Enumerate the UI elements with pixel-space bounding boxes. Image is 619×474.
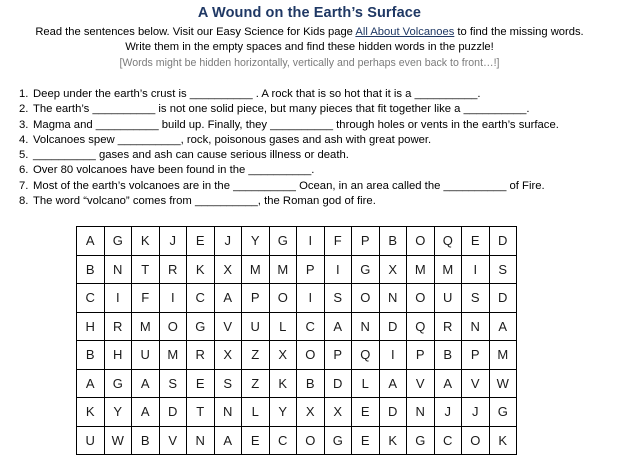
wordsearch-cell[interactable]: K <box>489 426 517 455</box>
wordsearch-cell[interactable]: K <box>269 369 297 398</box>
question-number: 2. <box>19 103 29 116</box>
wordsearch-cell[interactable]: N <box>462 312 490 341</box>
question-row <box>19 87 619 102</box>
wordsearch-cell[interactable]: D <box>379 312 407 341</box>
wordsearch-cell[interactable]: P <box>352 227 380 256</box>
wordsearch-cell[interactable]: F <box>132 284 160 313</box>
wordsearch-cell[interactable]: G <box>324 426 352 455</box>
wordsearch-cell[interactable]: N <box>379 284 407 313</box>
worksheet-header <box>0 0 619 71</box>
wordsearch-cell[interactable]: Y <box>242 227 270 256</box>
wordsearch-cell[interactable]: U <box>434 284 462 313</box>
question-text: The word “volcano” comes from __________, the Roman god of fire. <box>33 195 376 208</box>
wordsearch-cell[interactable]: A <box>77 369 105 398</box>
wordsearch-cell[interactable]: X <box>324 398 352 427</box>
wordsearch-cell[interactable]: R <box>159 255 187 284</box>
wordsearch-cell[interactable]: S <box>159 369 187 398</box>
wordsearch-cell[interactable]: B <box>77 341 105 370</box>
wordsearch-cell[interactable]: Q <box>352 341 380 370</box>
wordsearch-cell[interactable]: E <box>187 227 215 256</box>
question-row <box>19 118 619 133</box>
wordsearch-cell[interactable]: U <box>242 312 270 341</box>
wordsearch-cell[interactable]: P <box>242 284 270 313</box>
wordsearch-cell[interactable]: N <box>407 398 435 427</box>
wordsearch-row <box>77 341 517 370</box>
wordsearch-cell[interactable]: C <box>297 312 325 341</box>
question-row <box>19 102 619 117</box>
wordsearch-cell[interactable]: I <box>159 284 187 313</box>
wordsearch-cell[interactable]: D <box>159 398 187 427</box>
wordsearch-cell[interactable]: N <box>104 255 132 284</box>
wordsearch-cell[interactable]: G <box>407 426 435 455</box>
wordsearch-row <box>77 284 517 313</box>
question-number: 7. <box>19 179 29 192</box>
questions-list <box>0 87 619 209</box>
wordsearch-cell[interactable]: V <box>214 312 242 341</box>
wordsearch-cell[interactable]: J <box>462 398 490 427</box>
wordsearch-cell[interactable]: R <box>434 312 462 341</box>
wordsearch-cell[interactable]: B <box>379 227 407 256</box>
wordsearch-cell[interactable]: I <box>104 284 132 313</box>
wordsearch-cell[interactable]: N <box>187 426 215 455</box>
question-row <box>19 194 619 209</box>
wordsearch-cell[interactable]: Q <box>434 227 462 256</box>
question-number: 8. <box>19 195 29 208</box>
wordsearch-cell[interactable]: M <box>132 312 160 341</box>
wordsearch-cell[interactable]: I <box>379 341 407 370</box>
wordsearch-cell[interactable]: A <box>77 227 105 256</box>
question-text: Magma and __________ build up. Finally, they __________ through holes or vents in the earth’s surface. <box>33 118 559 131</box>
wordsearch-cell[interactable]: S <box>462 284 490 313</box>
wordsearch-cell[interactable]: L <box>242 398 270 427</box>
wordsearch-cell[interactable]: D <box>324 369 352 398</box>
wordsearch-cell[interactable]: X <box>297 398 325 427</box>
wordsearch-cell[interactable]: A <box>434 369 462 398</box>
wordsearch-cell[interactable]: V <box>407 369 435 398</box>
wordsearch-cell[interactable]: H <box>77 312 105 341</box>
wordsearch-cell[interactable]: M <box>269 255 297 284</box>
wordsearch-cell[interactable]: M <box>159 341 187 370</box>
wordsearch-cell[interactable]: D <box>489 227 517 256</box>
wordsearch-cell[interactable]: M <box>407 255 435 284</box>
wordsearch-cell[interactable]: E <box>352 426 380 455</box>
wordsearch-cell[interactable]: B <box>297 369 325 398</box>
wordsearch-cell[interactable]: O <box>159 312 187 341</box>
wordsearch-row <box>77 398 517 427</box>
wordsearch-cell[interactable]: Z <box>242 369 270 398</box>
wordsearch-cell[interactable]: K <box>77 398 105 427</box>
wordsearch-cell[interactable]: P <box>407 341 435 370</box>
wordsearch-cell[interactable]: P <box>297 255 325 284</box>
question-text: Deep under the earth’s crust is __________ . A rock that is so hot that it is a __________. <box>33 88 481 100</box>
wordsearch-cell[interactable]: X <box>379 255 407 284</box>
wordsearch-cell[interactable]: L <box>269 312 297 341</box>
wordsearch-cell[interactable]: B <box>77 255 105 284</box>
wordsearch-cell[interactable]: X <box>269 341 297 370</box>
wordsearch-cell[interactable]: H <box>104 341 132 370</box>
wordsearch-cell[interactable]: O <box>297 341 325 370</box>
wordsearch-cell[interactable]: G <box>269 227 297 256</box>
wordsearch-cell[interactable]: A <box>489 312 517 341</box>
question-row <box>19 179 619 194</box>
wordsearch-cell[interactable]: O <box>462 426 490 455</box>
wordsearch-cell[interactable]: G <box>352 255 380 284</box>
wordsearch-cell[interactable]: I <box>297 227 325 256</box>
question-text: Over 80 volcanoes have been found in the __________. <box>33 164 315 177</box>
wordsearch-cell[interactable]: A <box>214 284 242 313</box>
question-number: 1. <box>19 88 29 100</box>
wordsearch-cell[interactable]: V <box>462 369 490 398</box>
wordsearch-cell[interactable]: R <box>187 341 215 370</box>
wordsearch-cell[interactable]: D <box>379 398 407 427</box>
wordsearch-cell[interactable]: J <box>159 227 187 256</box>
wordsearch-cell[interactable]: T <box>132 255 160 284</box>
wordsearch-cell[interactable]: B <box>434 341 462 370</box>
wordsearch-cell[interactable]: A <box>214 426 242 455</box>
wordsearch-cell[interactable]: U <box>132 341 160 370</box>
wordsearch-cell[interactable]: M <box>434 255 462 284</box>
wordsearch-cell[interactable]: M <box>242 255 270 284</box>
question-number: 4. <box>19 133 29 146</box>
page-title: A Wound on the Earth’s Surface <box>197 5 422 21</box>
wordsearch-cell[interactable]: E <box>462 227 490 256</box>
wordsearch-cell[interactable]: A <box>132 369 160 398</box>
instructions-line-2: Write them in the empty spaces and find these hidden words in the puzzle! <box>125 41 494 53</box>
question-number: 5. <box>19 149 29 162</box>
wordsearch-body <box>77 227 517 455</box>
instructions-text-before-link: Read the sentences below. Visit our Easy Science for Kids page <box>35 26 356 38</box>
wordsearch-cell[interactable]: W <box>489 369 517 398</box>
wordsearch-row <box>77 312 517 341</box>
wordsearch-cell[interactable]: X <box>214 255 242 284</box>
wordsearch-cell[interactable]: W <box>104 426 132 455</box>
wordsearch-cell[interactable]: O <box>352 284 380 313</box>
wordsearch-cell[interactable]: N <box>352 312 380 341</box>
wordsearch-cell[interactable]: E <box>187 369 215 398</box>
wordsearch-cell[interactable]: F <box>324 227 352 256</box>
wordsearch-cell[interactable]: B <box>132 426 160 455</box>
hidden-words-note: [Words might be hidden horizontally, vertically and perhaps even back to front…!] <box>119 57 500 69</box>
wordsearch-cell[interactable]: L <box>352 369 380 398</box>
wordsearch-cell[interactable]: S <box>489 255 517 284</box>
wordsearch-cell[interactable]: G <box>104 369 132 398</box>
question-number: 6. <box>19 164 29 177</box>
wordsearch-grid <box>76 226 517 455</box>
wordsearch-row <box>77 369 517 398</box>
question-text: Most of the earth’s volcanoes are in the __________ Ocean, in an area called the __________ of Fire. <box>33 179 545 192</box>
wordsearch-cell[interactable]: O <box>297 426 325 455</box>
wordsearch-cell[interactable]: Y <box>104 398 132 427</box>
wordsearch-cell[interactable]: J <box>434 398 462 427</box>
wordsearch-cell[interactable]: S <box>324 284 352 313</box>
wordsearch-cell[interactable]: E <box>242 426 270 455</box>
wordsearch-cell[interactable]: Y <box>269 398 297 427</box>
wordsearch-cell[interactable]: S <box>214 369 242 398</box>
wordsearch-cell[interactable]: D <box>489 284 517 313</box>
wordsearch-cell[interactable]: O <box>269 284 297 313</box>
wordsearch-cell[interactable]: A <box>324 312 352 341</box>
wordsearch-cell[interactable]: K <box>132 227 160 256</box>
instructions-line-1 <box>0 25 619 40</box>
wordsearch-cell[interactable]: X <box>214 341 242 370</box>
instructions-text-after-link: to find the missing words. <box>454 26 584 38</box>
wordsearch-cell[interactable]: A <box>379 369 407 398</box>
wordsearch-cell[interactable]: O <box>407 284 435 313</box>
wordsearch-puzzle <box>76 226 517 455</box>
wordsearch-cell[interactable]: Z <box>242 341 270 370</box>
wordsearch-cell[interactable]: N <box>214 398 242 427</box>
wordsearch-cell[interactable]: K <box>187 255 215 284</box>
wordsearch-cell[interactable]: K <box>379 426 407 455</box>
wordsearch-cell[interactable]: R <box>104 312 132 341</box>
question-text: Volcanoes spew __________, rock, poisonous gases and ash with great power. <box>33 133 432 146</box>
wordsearch-row <box>77 426 517 455</box>
wordsearch-cell[interactable]: A <box>132 398 160 427</box>
wordsearch-cell[interactable]: P <box>462 341 490 370</box>
question-number: 3. <box>19 118 29 131</box>
question-row <box>19 163 619 178</box>
all-about-volcanoes-link[interactable]: All About Volcanoes <box>355 26 455 38</box>
wordsearch-cell[interactable]: I <box>462 255 490 284</box>
wordsearch-cell[interactable]: I <box>297 284 325 313</box>
wordsearch-cell[interactable]: O <box>407 227 435 256</box>
wordsearch-cell[interactable]: J <box>214 227 242 256</box>
wordsearch-cell[interactable]: U <box>77 426 105 455</box>
wordsearch-cell[interactable]: P <box>324 341 352 370</box>
wordsearch-cell[interactable]: Q <box>407 312 435 341</box>
wordsearch-cell[interactable]: C <box>434 426 462 455</box>
wordsearch-cell[interactable]: T <box>187 398 215 427</box>
wordsearch-cell[interactable]: E <box>352 398 380 427</box>
question-row <box>19 148 619 163</box>
wordsearch-cell[interactable]: M <box>489 341 517 370</box>
wordsearch-cell[interactable]: V <box>159 426 187 455</box>
wordsearch-cell[interactable]: G <box>187 312 215 341</box>
wordsearch-row <box>77 227 517 256</box>
question-row <box>19 133 619 148</box>
wordsearch-cell[interactable]: I <box>324 255 352 284</box>
wordsearch-cell[interactable]: G <box>104 227 132 256</box>
wordsearch-cell[interactable]: C <box>187 284 215 313</box>
wordsearch-cell[interactable]: C <box>269 426 297 455</box>
wordsearch-cell[interactable]: G <box>489 398 517 427</box>
wordsearch-row <box>77 255 517 284</box>
question-text: The earth’s __________ is not one solid piece, but many pieces that fit together like a __________. <box>33 103 530 116</box>
wordsearch-cell[interactable]: C <box>77 284 105 313</box>
question-text: __________ gases and ash can cause serious illness or death. <box>33 149 349 162</box>
